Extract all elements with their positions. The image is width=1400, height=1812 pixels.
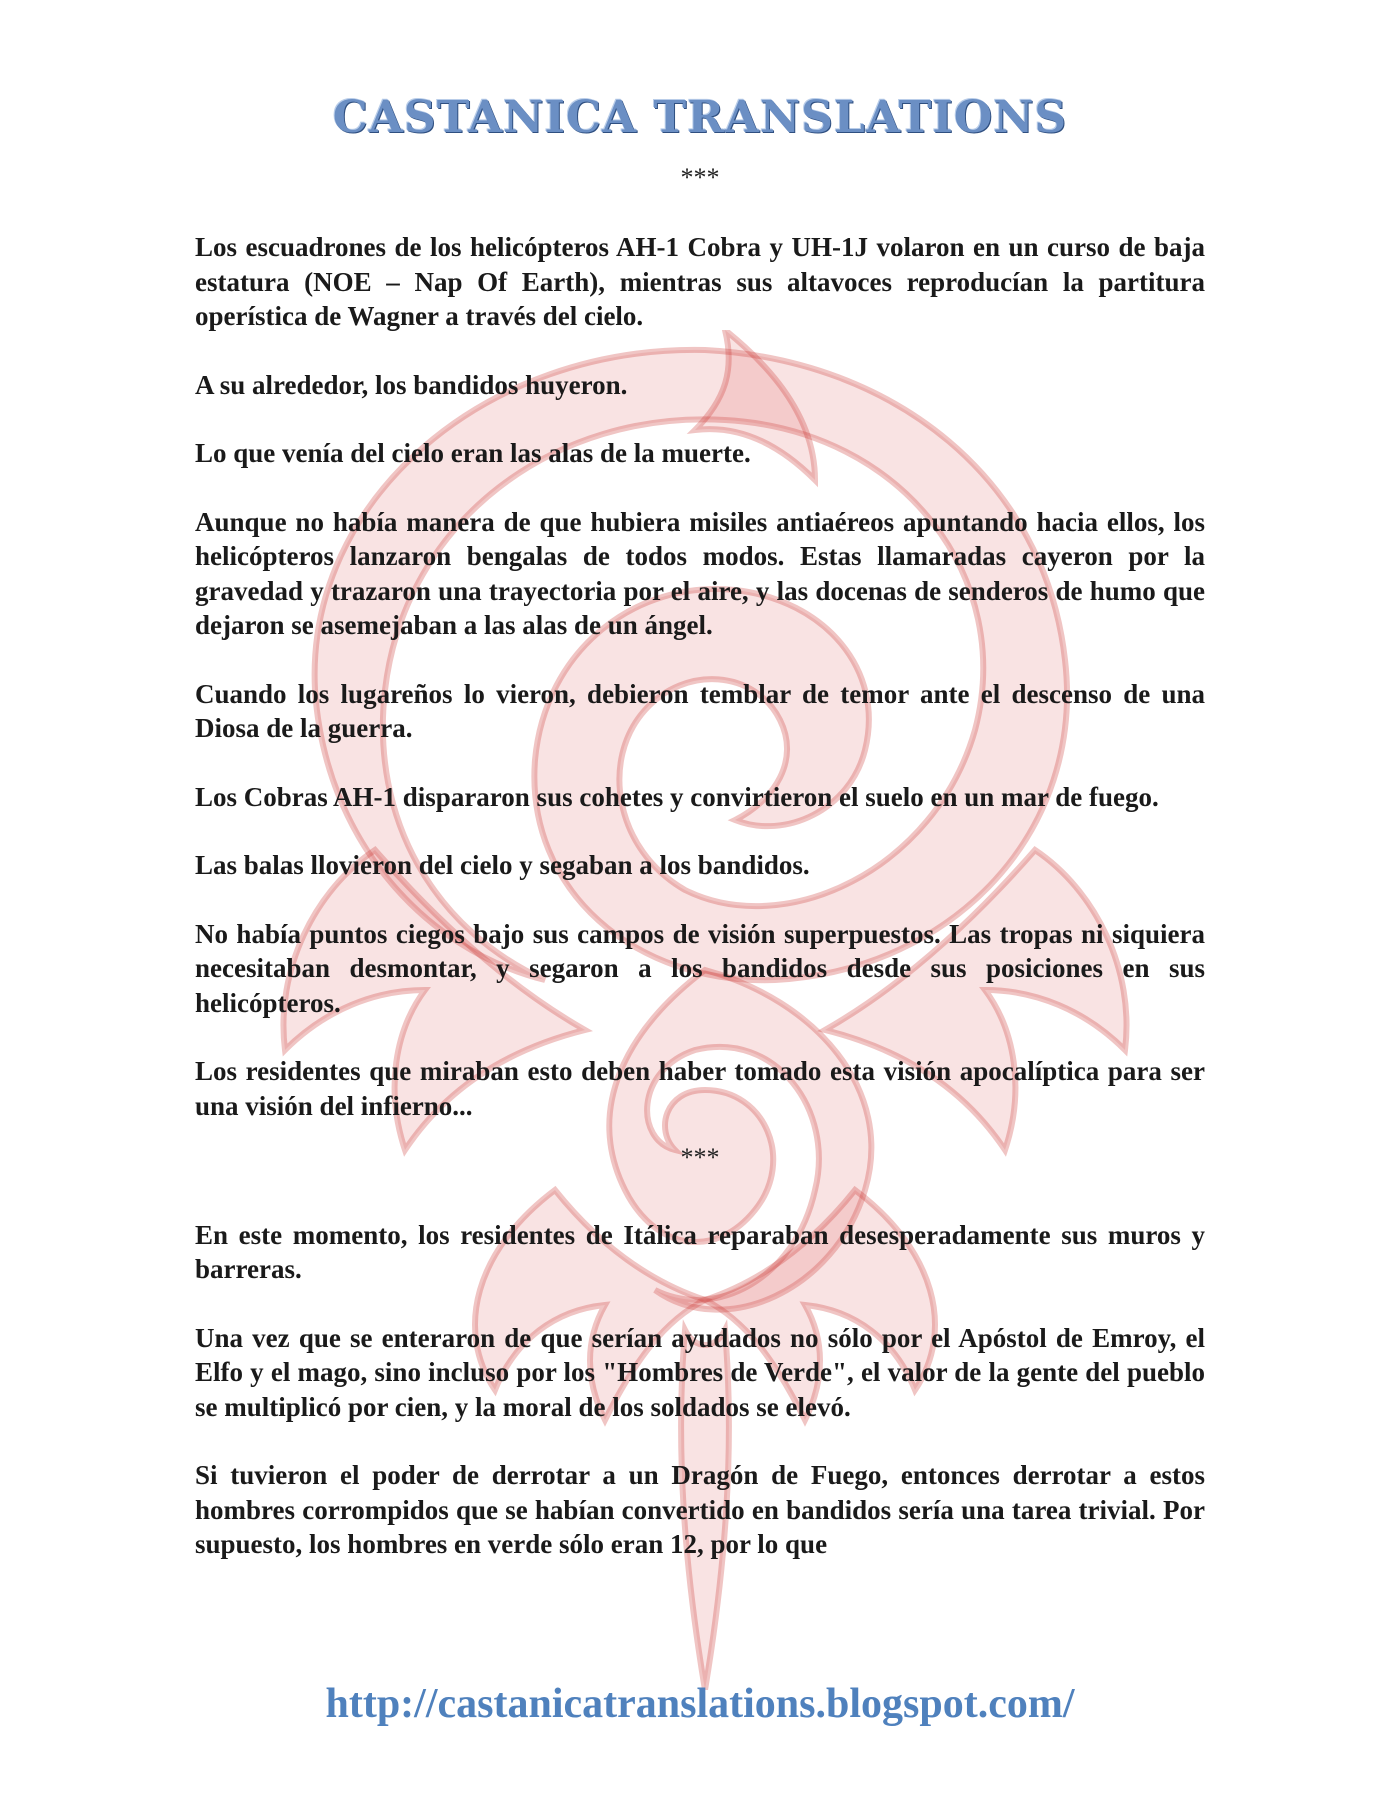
paragraph-5: Cuando los lugareños lo vieron, debieron temblar de temor ante el descenso de una Diosa de la guerra. — [195, 678, 1205, 743]
paragraph-11: Una vez que se enteraron de que serían ayudados no sólo por el Apóstol de Emroy, el Elfo y el mago, sino incluso por los "Hombres de Verde", el valor de la gente del pueblo se multiplicó por cien, y la moral de los soldados se elevó. — [195, 1322, 1205, 1422]
paragraph-6: Los Cobras AH-1 dispararon sus cohetes y convirtieron el suelo en un mar de fuego. — [195, 781, 1159, 812]
paragraph-9: Los residentes que miraban esto deben haber tomado esta visión apocalíptica para ser una visión del infierno... — [195, 1056, 1205, 1121]
paragraph-3: Lo que venía del cielo eran las alas de la muerte. — [195, 438, 751, 468]
paragraph-12: Si tuvieron el poder de derrotar a un Dragón de Fuego, entonces derrotar a estos hombres corrompidos que se habían convertido en bandidos sería una tarea trivial. Por supuesto, los hombres en verde sólo eran 12, por lo que — [195, 1460, 1205, 1559]
section-separator-middle: *** — [680, 1143, 720, 1172]
paragraph-8: No había puntos ciegos bajo sus campos de visión superpuestos. Las tropas ni siquiera necesitaban desmontar, y segaron a los bandidos desde sus posiciones en sus helicópteros. — [195, 918, 1205, 1018]
paragraph-1: Los escuadrones de los helicópteros AH-1 Cobra y UH-1J volaron en un curso de baja estatura (NOE – Nap Of Earth), mientras sus altavoces reproducían la partitura operística de Wagner a través del cielo. — [195, 232, 1205, 331]
body-text — [195, 230, 1205, 1562]
paragraph-7: Las balas llovieron del cielo y segaban a los bandidos. — [195, 850, 810, 880]
paragraph-10: En este momento, los residentes de Itálica reparaban desesperadamente sus muros y barreras. — [195, 1219, 1205, 1284]
section-separator-top: *** — [680, 163, 720, 192]
paragraph-2: A su alrededor, los bandidos huyeron. — [195, 369, 628, 400]
page-title: CASTANICA TRANSLATIONS — [332, 92, 1068, 143]
blog-url-link[interactable]: http://castanicatranslations.blogspot.com/ — [325, 1681, 1075, 1727]
paragraph-4: Aunque no había manera de que hubiera misiles antiaéreos apuntando hacia ellos, los helicópteros lanzaron bengalas de todos modos. Estas llamaradas cayeron por la gravedad y trazaron una trayectoria por el aire, y las docenas de senderos de humo que dejaron se asemejaban a las alas de un ángel. — [195, 506, 1205, 640]
